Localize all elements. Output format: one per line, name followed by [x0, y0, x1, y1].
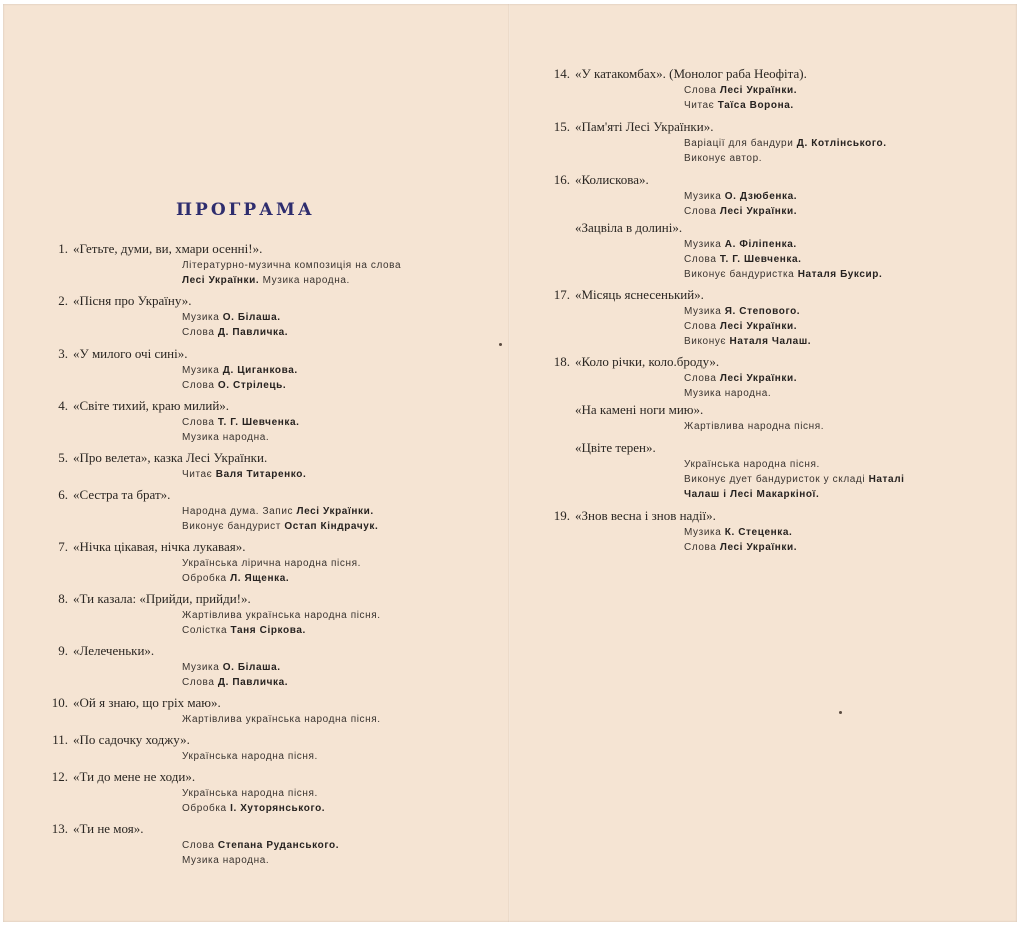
- program-item-credit-line: [182, 378, 480, 393]
- program-item-credit-line: [684, 487, 992, 502]
- program-item-title: «Ти до мене не ходи».: [73, 769, 196, 784]
- credit-text: Музика народна.: [684, 388, 772, 399]
- credit-text: Слова: [684, 85, 720, 96]
- credit-name: О. Білаша.: [222, 662, 281, 673]
- credit-name: Наталя Буксир.: [797, 269, 883, 280]
- program-item-title-row: [40, 694, 480, 711]
- program-item-credit-line: [182, 325, 480, 340]
- credit-name: І. Хуторянського.: [230, 803, 326, 814]
- program-item-credit-line: [182, 749, 480, 764]
- credit-name: Лесі Українки.: [719, 206, 798, 217]
- program-item-details: [182, 504, 480, 534]
- program-item-title: «Ой я знаю, що гріх маю».: [73, 695, 221, 710]
- credit-text: Виконує бандурист: [182, 521, 285, 532]
- credit-name: Лесі Українки.: [719, 373, 798, 384]
- program-item-credit-line: [182, 363, 480, 378]
- program-item-title: «Колискова».: [575, 172, 649, 187]
- program-item-number: 6.: [58, 487, 68, 502]
- program-item-credit-line: [182, 415, 480, 430]
- program-item-credit-line: [684, 525, 992, 540]
- program-item-credit-line: [182, 623, 480, 638]
- program-item-details: [684, 237, 992, 282]
- program-item-number: 10.: [51, 695, 68, 710]
- program-item-credit-line: [684, 267, 992, 282]
- program-item-title-row: [542, 507, 992, 524]
- program-item-title: «Коло річки, коло.броду».: [575, 354, 720, 369]
- credit-text: Слова: [182, 327, 218, 338]
- program-item: [542, 65, 992, 118]
- credit-text: Слова: [684, 373, 720, 384]
- program-item-credit-line: [182, 838, 480, 853]
- program-item-details: [182, 712, 480, 727]
- program-item-number: 12.: [51, 769, 68, 784]
- program-item-details: [182, 838, 480, 868]
- program-item-title: «Знов весна і знов надії».: [575, 508, 716, 523]
- credit-name: Лесі Українки.: [719, 321, 798, 332]
- program-item-number: 9.: [58, 643, 68, 658]
- program-item: [40, 397, 480, 449]
- credit-text: Українська народна пісня.: [182, 788, 318, 799]
- program-item-number: 2.: [58, 293, 68, 308]
- credit-text: Музика народна.: [182, 432, 270, 443]
- program-item-title-row: [40, 292, 480, 309]
- credit-name: О. Білаша.: [222, 312, 281, 323]
- credit-text: Виконує дует бандуристок у складі: [684, 474, 869, 485]
- program-item-credit-line: [684, 237, 992, 252]
- program-item-title: «У милого очі сині».: [73, 346, 188, 361]
- credit-name: А. Філіпенка.: [724, 239, 797, 250]
- credit-text: Слова: [182, 417, 218, 428]
- program-item-credit-line: [684, 83, 992, 98]
- program-item-credit-line: [684, 386, 992, 401]
- credit-name: Д. Котлінського.: [796, 138, 887, 149]
- program-item: [40, 538, 480, 590]
- credit-name: Чалаш і Лесі Макаркіної.: [684, 489, 820, 500]
- program-item: [40, 240, 480, 292]
- program-item-credit-line: [182, 608, 480, 623]
- program-item-title-row: [40, 731, 480, 748]
- credit-text: Виконує: [684, 336, 730, 347]
- credit-text: Музика: [684, 239, 725, 250]
- credit-name: Таня Сіркова.: [230, 625, 306, 636]
- program-item-credit-line: [182, 853, 480, 868]
- credit-text: Жартівлива українська народна пісня.: [182, 714, 381, 725]
- program-item-details: [684, 189, 992, 219]
- program-item-details: [182, 556, 480, 586]
- credit-text: Музика: [684, 306, 725, 317]
- credit-text: Читає: [182, 469, 216, 480]
- credit-text: Музика народна.: [259, 275, 350, 286]
- program-item-number: 14.: [553, 66, 570, 81]
- credit-text: Музика: [182, 662, 223, 673]
- credit-name: Д. Павличка.: [217, 677, 289, 688]
- program-item-details: [684, 525, 992, 555]
- program-item-credit-line: [182, 571, 480, 586]
- program-item-credit-line: [684, 151, 992, 166]
- program-item-title-row: [40, 590, 480, 607]
- program-item: [40, 292, 480, 345]
- credit-name: Таїса Ворона.: [717, 100, 794, 111]
- program-item-details: [182, 415, 480, 445]
- program-item-credit-line: [182, 675, 480, 690]
- credit-name: О. Дзюбенка.: [724, 191, 798, 202]
- credit-name: Валя Титаренко.: [215, 469, 307, 480]
- program-item-title: «Зацвіла в долині».: [575, 220, 683, 235]
- program-item-number: 15.: [553, 119, 570, 134]
- program-item: [40, 731, 480, 768]
- program-item-credit-line: [182, 712, 480, 727]
- credit-name: Д. Циганкова.: [222, 365, 298, 376]
- program-item-number: 16.: [553, 172, 570, 187]
- credit-name: Т. Г. Шевченка.: [719, 254, 802, 265]
- credit-text: Слова: [684, 321, 720, 332]
- credit-text: Слова: [182, 677, 218, 688]
- program-item-title-row: [40, 486, 480, 503]
- program-item-details: [182, 660, 480, 690]
- program-item-details: [684, 136, 992, 166]
- credit-text: Музика: [182, 365, 223, 376]
- program-item-title: «Лелеченьки».: [73, 643, 155, 658]
- program-item-title-row: [40, 820, 480, 837]
- credit-name: Наталі: [868, 474, 905, 485]
- program-item-details: [684, 457, 992, 502]
- program-item-details: [684, 83, 992, 113]
- program-item-number: 8.: [58, 591, 68, 606]
- credit-name: Т. Г. Шевченка.: [217, 417, 300, 428]
- program-item-title: «По садочку ходжу».: [73, 732, 190, 747]
- program-item-title-row: [542, 171, 992, 188]
- credit-text: Слова: [182, 840, 218, 851]
- program-item-credit-line: [684, 98, 992, 113]
- program-item: [40, 486, 480, 538]
- credit-name: Лесі Українки.: [719, 542, 798, 553]
- program-left-column: [40, 240, 480, 872]
- credit-name: Остап Кіндрачук.: [284, 521, 379, 532]
- program-item-credit-line: [684, 371, 992, 386]
- program-item-credit-line: [182, 273, 480, 288]
- credit-name: Лесі Українки.: [296, 506, 374, 517]
- program-item-number: 7.: [58, 539, 68, 554]
- paper-speck: [499, 343, 502, 346]
- center-fold: [508, 4, 510, 922]
- program-item: [40, 590, 480, 642]
- program-item-title: «Ти казала: «Прийди, прийди!».: [73, 591, 251, 606]
- program-item: [40, 820, 480, 872]
- credit-text: Українська народна пісня.: [182, 751, 318, 762]
- program-item: [40, 345, 480, 397]
- program-item-title: «Сестра та брат».: [73, 487, 171, 502]
- credit-name: Лесі Українки.: [719, 85, 798, 96]
- credit-name: О. Стрілець.: [217, 380, 287, 391]
- program-item: [542, 401, 992, 439]
- program-item-title-row: [40, 768, 480, 785]
- program-item-credit-line: [182, 660, 480, 675]
- credit-name: Л. Ященка.: [230, 573, 290, 584]
- program-item-details: [182, 258, 480, 288]
- program-item-credit-line: [182, 310, 480, 325]
- program-item: [40, 768, 480, 820]
- credit-name: Степана Руданського.: [217, 840, 340, 851]
- credit-text: Виконує автор.: [684, 153, 763, 164]
- program-item-number: 3.: [58, 346, 68, 361]
- program-item-credit-line: [684, 189, 992, 204]
- program-item-credit-line: [684, 136, 992, 151]
- program-item-credit-line: [182, 430, 480, 445]
- credit-text: Українська народна пісня.: [684, 459, 820, 470]
- program-item-number: 13.: [51, 821, 68, 836]
- program-item-credit-line: [684, 252, 992, 267]
- program-item: [542, 286, 992, 353]
- program-heading: ПРОГРАМА: [176, 200, 315, 220]
- program-item-credit-line: [182, 258, 480, 273]
- program-item-number: 4.: [58, 398, 68, 413]
- credit-text: Обробка: [182, 573, 231, 584]
- program-item: [40, 694, 480, 731]
- program-item-credit-line: [684, 304, 992, 319]
- credit-text: Слова: [182, 380, 218, 391]
- program-right-column: [542, 65, 992, 559]
- program-item-title: «Нічка цікавая, нічка лукавая».: [73, 539, 246, 554]
- credit-text: Музика народна.: [182, 855, 270, 866]
- program-item-title-row: [542, 118, 992, 135]
- program-item: [40, 642, 480, 694]
- credit-text: Виконує бандуристка: [684, 269, 798, 280]
- program-item-number: 18.: [553, 354, 570, 369]
- program-item-details: [684, 419, 992, 434]
- credit-text: Читає: [684, 100, 718, 111]
- program-item-credit-line: [182, 504, 480, 519]
- program-item: [542, 439, 992, 507]
- program-item-title-row: [40, 240, 480, 257]
- paper-speck: [839, 711, 842, 714]
- program-item-details: [182, 608, 480, 638]
- program-item-credit-line: [684, 540, 992, 555]
- program-item: [542, 507, 992, 559]
- credit-text: Народна дума. Запис: [182, 506, 297, 517]
- program-item-credit-line: [182, 467, 480, 482]
- program-item-title: «Місяць яснесенький».: [575, 287, 704, 302]
- program-item-number: 11.: [52, 732, 68, 747]
- program-item-number: 5.: [58, 450, 68, 465]
- program-item-title-row: [40, 642, 480, 659]
- program-item-title: «Гетьте, думи, ви, хмари осенні!».: [73, 241, 263, 256]
- program-item-title: «Цвіте терен».: [575, 440, 656, 455]
- program-item-credit-line: [684, 334, 992, 349]
- program-item-number: 1.: [58, 241, 68, 256]
- program-item-number: 19.: [553, 508, 570, 523]
- credit-text: Слова: [684, 254, 720, 265]
- program-item-title-row: [542, 401, 992, 418]
- credit-text: Музика: [684, 191, 725, 202]
- program-item-title-row: [40, 397, 480, 414]
- program-item-credit-line: [684, 319, 992, 334]
- program-item-credit-line: [684, 204, 992, 219]
- credit-text: Варіації для бандури: [684, 138, 797, 149]
- program-item-title: «Світе тихий, краю милий».: [73, 398, 230, 413]
- program-item-title-row: [40, 449, 480, 466]
- program-item-details: [182, 363, 480, 393]
- program-item-credit-line: [182, 801, 480, 816]
- program-item-details: [182, 310, 480, 340]
- program-item: [542, 353, 992, 401]
- program-item: [542, 219, 992, 286]
- program-item-title-row: [542, 439, 992, 456]
- program-item: [542, 171, 992, 219]
- program-item-credit-line: [182, 786, 480, 801]
- program-item-credit-line: [182, 519, 480, 534]
- program-item-credit-line: [684, 457, 992, 472]
- credit-text: Українська лірична народна пісня.: [182, 558, 361, 569]
- program-item-details: [182, 467, 480, 482]
- program-item-title-row: [542, 353, 992, 370]
- program-item-details: [684, 371, 992, 401]
- credit-text: Слова: [684, 542, 720, 553]
- credit-text: Музика: [684, 527, 725, 538]
- program-item-number: 17.: [553, 287, 570, 302]
- credit-name: Я. Степового.: [724, 306, 801, 317]
- program-item-title: «У катакомбах». (Монолог раба Неофіта).: [575, 66, 807, 81]
- program-item-credit-line: [182, 556, 480, 571]
- program-item-details: [182, 786, 480, 816]
- credit-name: Наталя Чалаш.: [729, 336, 812, 347]
- program-item-title: «На камені ноги мию».: [575, 402, 704, 417]
- credit-text: Обробка: [182, 803, 231, 814]
- program-item-title-row: [40, 345, 480, 362]
- credit-text: Слова: [684, 206, 720, 217]
- program-item-title: «Пам'яті Лесі Українки».: [575, 119, 714, 134]
- credit-text: Музика: [182, 312, 223, 323]
- program-item-details: [182, 749, 480, 764]
- program-item-title-row: [542, 286, 992, 303]
- credit-name: Лесі Українки.: [182, 275, 260, 286]
- program-item-credit-line: [684, 472, 992, 487]
- program-item-title: «Ти не моя».: [73, 821, 144, 836]
- program-item-credit-line: [684, 419, 992, 434]
- credit-text: Жартівлива українська народна пісня.: [182, 610, 381, 621]
- credit-name: Д. Павличка.: [217, 327, 289, 338]
- program-item-title-row: [40, 538, 480, 555]
- program-item: [542, 118, 992, 171]
- credit-text: Солістка: [182, 625, 231, 636]
- credit-text: Жартівлива народна пісня.: [684, 421, 825, 432]
- program-item-title-row: [542, 65, 992, 82]
- credit-text: Літературно-музична композиція на слова: [182, 260, 402, 271]
- credit-name: К. Стеценка.: [724, 527, 793, 538]
- program-item-details: [684, 304, 992, 349]
- program-item: [40, 449, 480, 486]
- program-item-title: «Пісня про Україну».: [73, 293, 192, 308]
- program-item-title: «Про велета», казка Лесі Українки.: [73, 450, 268, 465]
- program-item-title-row: [542, 219, 992, 236]
